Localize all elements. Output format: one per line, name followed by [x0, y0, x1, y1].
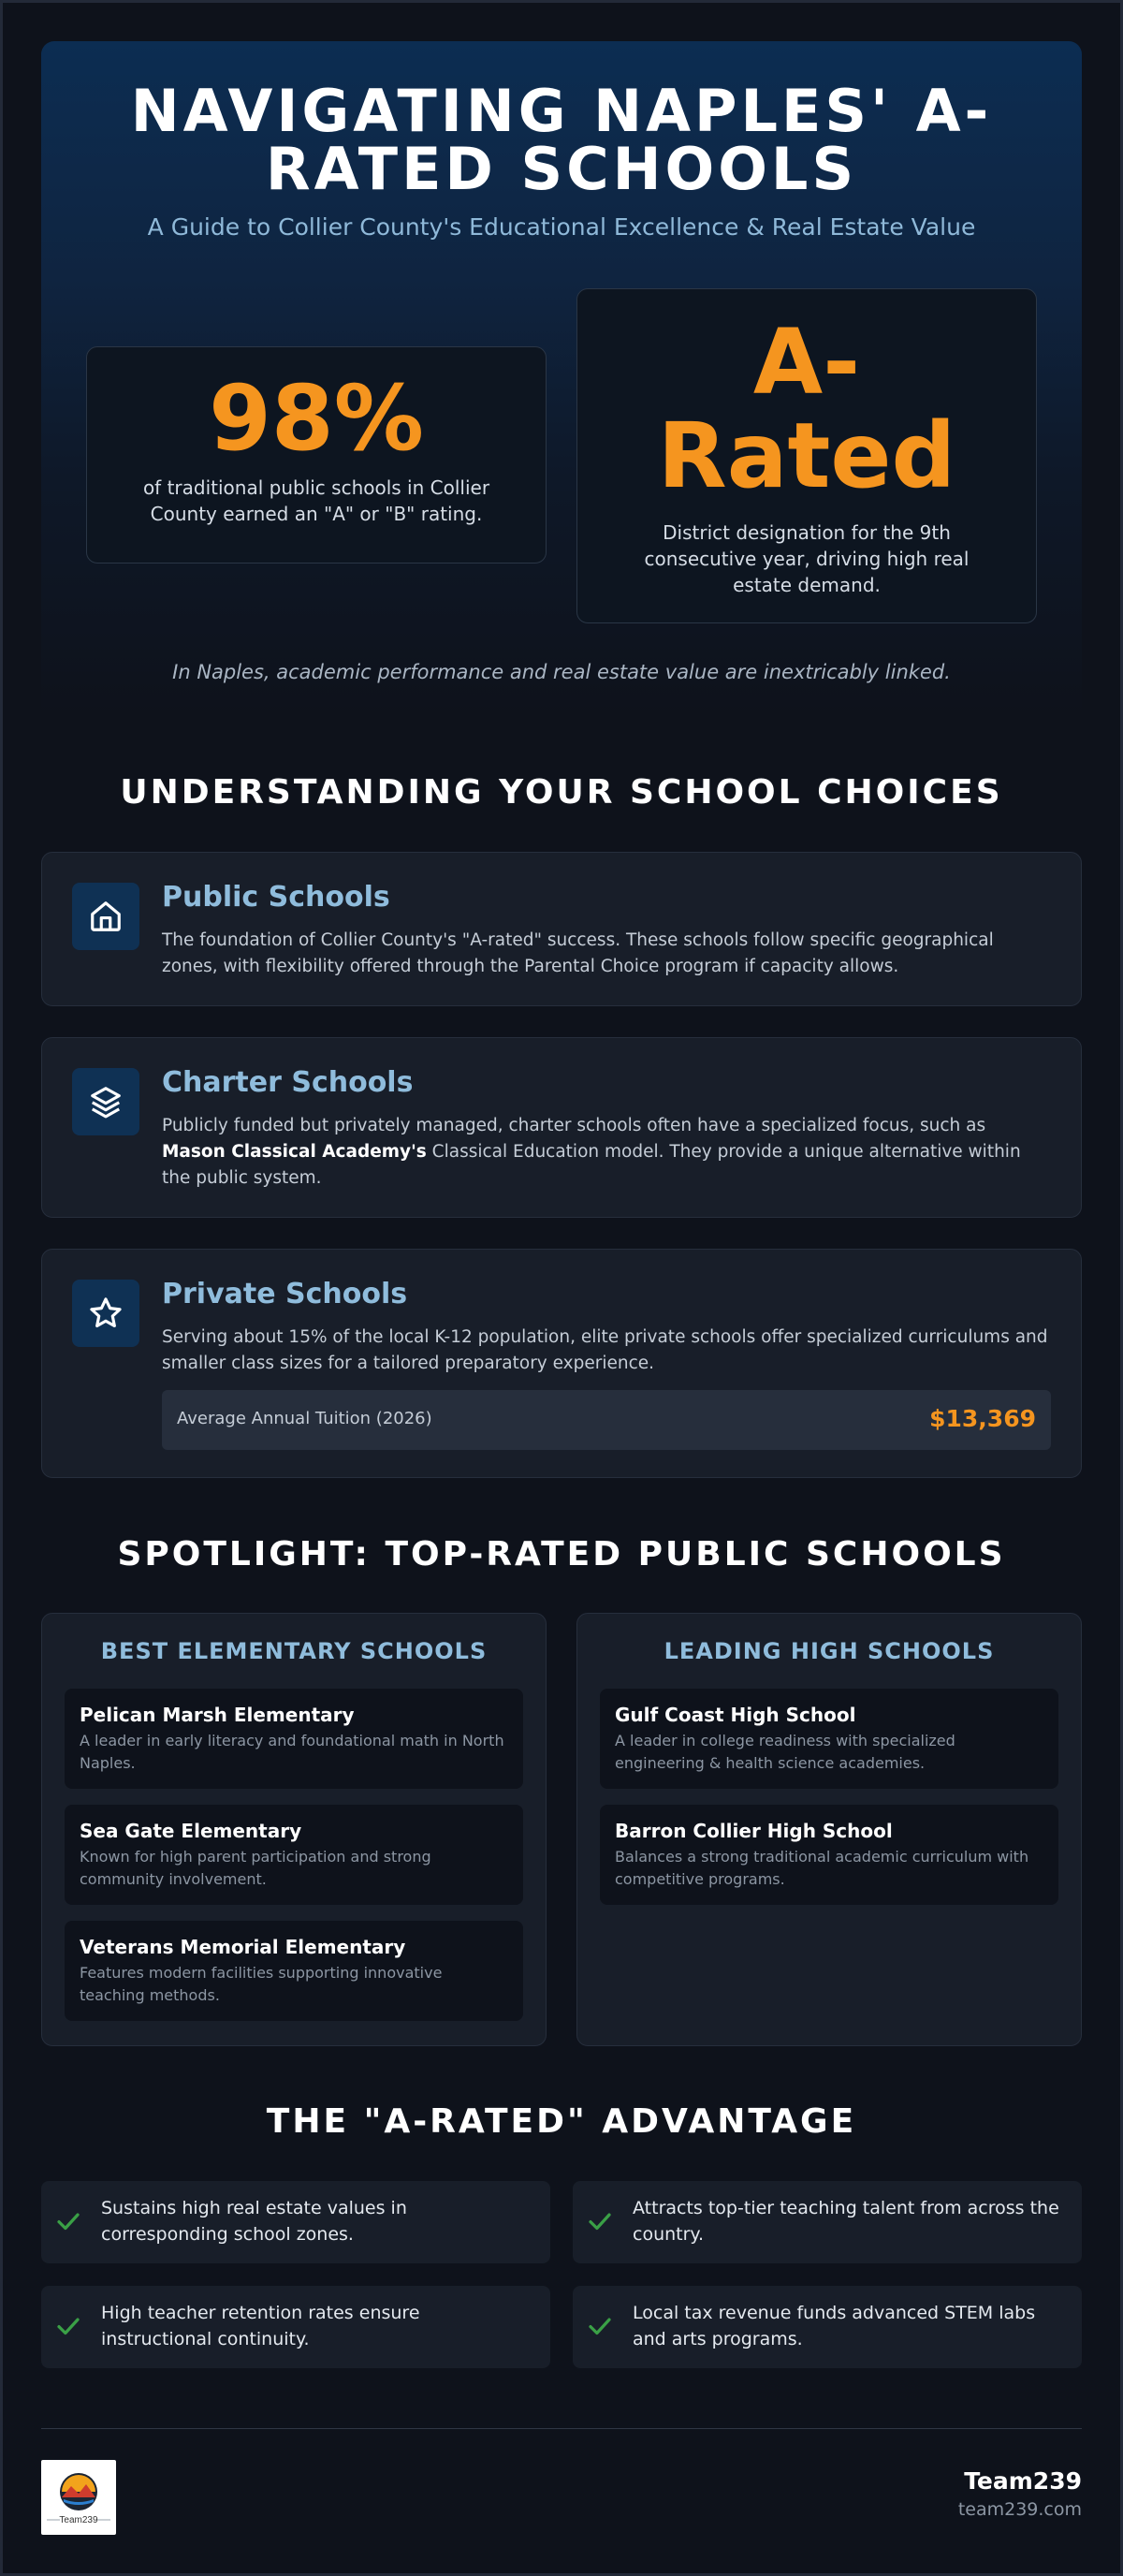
- card-private-schools: [41, 1249, 1082, 1478]
- panel-title: BEST ELEMENTARY SCHOOLS: [100, 1638, 488, 1664]
- check-icon: [54, 2207, 82, 2235]
- tagline: In Naples, academic performance and real estate value are inextricably linked.: [172, 661, 951, 683]
- tuition-label: Average Annual Tuition (2026): [177, 1409, 432, 1428]
- advantage-item: [573, 2181, 1082, 2263]
- stat-value-line1: A-: [752, 310, 861, 415]
- stat-value-line2: Rated: [657, 403, 956, 508]
- section-title-spotlight: SPOTLIGHT: TOP-RATED PUBLIC SCHOOLS: [117, 1535, 1006, 1573]
- advantage-item: [41, 2286, 550, 2368]
- advantage-text: Local tax revenue funds advanced STEM labs and arts programs.: [633, 2303, 1036, 2349]
- list-item: [65, 1805, 523, 1905]
- school-name: Sea Gate Elementary: [80, 1820, 302, 1842]
- tuition-box: [162, 1390, 1051, 1450]
- page-subtitle: A Guide to Collier County's Educational Excellence & Real Estate Value: [147, 213, 976, 241]
- school-description: A leader in college readiness with specialized engineering & health science academies.: [615, 1732, 955, 1772]
- stat-description: District designation for the 9th consecutive year, driving high real estate demand.: [644, 521, 970, 596]
- check-icon: [586, 2312, 614, 2340]
- school-description: Balances a strong traditional academic curriculum with competitive programs.: [615, 1848, 1029, 1888]
- footer-divider: [41, 2428, 1082, 2429]
- svg-text:Team239: Team239: [59, 2515, 98, 2525]
- advantage-item: [41, 2181, 550, 2263]
- section-title-choices: UNDERSTANDING YOUR SCHOOL CHOICES: [120, 773, 1003, 812]
- card-title: Public Schools: [162, 881, 390, 914]
- page-title-line2: RATED SCHOOLS: [265, 135, 858, 203]
- school-name: Gulf Coast High School: [615, 1704, 856, 1726]
- school-name: Barron Collier High School: [615, 1820, 893, 1842]
- stat-value: 98%: [209, 366, 424, 471]
- panel-title: LEADING HIGH SCHOOLS: [664, 1638, 995, 1664]
- school-description: Features modern facilities supporting innovative teaching methods.: [80, 1964, 443, 2004]
- school-description: Known for high parent participation and strong community involvement.: [80, 1848, 431, 1888]
- advantage-text: Sustains high real estate values in corresponding school zones.: [101, 2198, 407, 2245]
- section-title-advantage: THE "A-RATED" ADVANTAGE: [266, 2102, 857, 2141]
- advantage-text: High teacher retention rates ensure instructional continuity.: [101, 2303, 420, 2349]
- card-body: The foundation of Collier County's "A-rated" success. These schools follow specific geographical zones, with flexibility offered through the Parental Choice program if capacity allows.: [162, 930, 994, 976]
- page-title-line1: NAVIGATING NAPLES' A-: [130, 77, 993, 145]
- house-icon: [72, 883, 139, 950]
- star-icon: [72, 1280, 139, 1347]
- stat-card-percent: [86, 346, 547, 564]
- school-description: A leader in early literacy and foundational math in North Naples.: [80, 1732, 504, 1772]
- school-name: Veterans Memorial Elementary: [80, 1936, 406, 1958]
- advantage-item: [573, 2286, 1082, 2368]
- school-name-highlight: Mason Classical Academy's: [162, 1142, 427, 1162]
- brand-name: Team239: [964, 2467, 1082, 2495]
- elementary-schools-panel: [41, 1613, 547, 2046]
- card-title: Private Schools: [162, 1278, 408, 1310]
- brand-url[interactable]: team239.com: [957, 2499, 1082, 2520]
- card-title: Charter Schools: [162, 1066, 414, 1099]
- card-body: Publicly funded but privately managed, charter schools often have a specialized focus, such as Mason Classical Academy's Classical Education model. They provide a unique alternative within the public system.: [162, 1116, 1021, 1188]
- list-item: [600, 1689, 1058, 1789]
- card-body: Serving about 15% of the local K-12 population, elite private schools offer specialized curriculums and smaller class sizes for a tailored preparatory experience.: [162, 1327, 1048, 1373]
- stat-description: of traditional public schools in Collier County earned an "A" or "B" rating.: [142, 476, 490, 525]
- check-icon: [54, 2312, 82, 2340]
- stat-card-rating: [576, 288, 1037, 623]
- list-item: [65, 1689, 523, 1789]
- card-charter-schools: [41, 1037, 1082, 1218]
- high-schools-panel: [576, 1613, 1082, 2046]
- stat-value: [577, 310, 1036, 508]
- list-item: [600, 1805, 1058, 1905]
- layers-icon: [72, 1068, 139, 1135]
- tuition-value: $13,369: [929, 1405, 1036, 1432]
- team239-logo[interactable]: [41, 2460, 116, 2535]
- card-public-schools: [41, 852, 1082, 1006]
- advantage-text: Attracts top-tier teaching talent from across the country.: [633, 2198, 1059, 2245]
- school-name: Pelican Marsh Elementary: [80, 1704, 355, 1726]
- check-icon: [586, 2207, 614, 2235]
- page-title: [41, 77, 1082, 203]
- list-item: [65, 1921, 523, 2021]
